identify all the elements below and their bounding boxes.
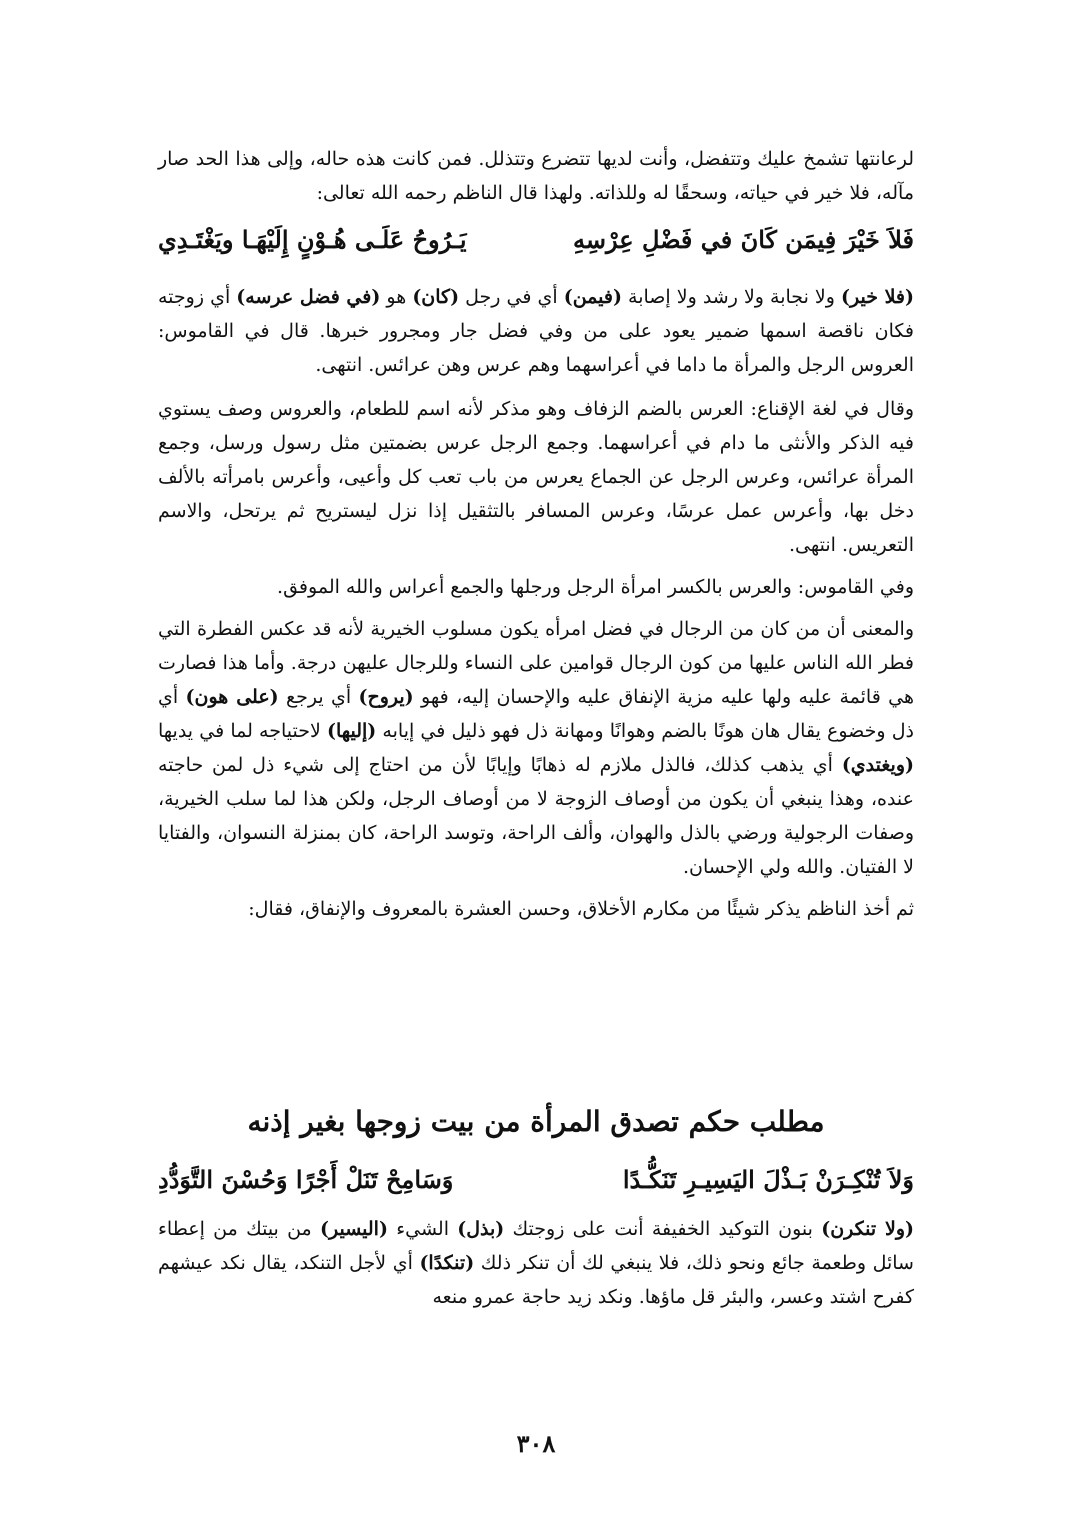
term: (كان): [412, 286, 460, 308]
commentary-paragraph-4: [158, 612, 914, 884]
term: (ويغتدي): [841, 754, 914, 776]
text-run: بنون التوكيد الخفيفة أنت على زوجتك: [504, 1218, 822, 1240]
text-run: لاحتياجه لما في يديها: [158, 720, 327, 742]
text-run: والمعنى أن من كان من الرجال في فضل امرأه يكون مسلوب الخيرية لأنه قد عكس الفطرة التي فطر الله الناس عليها من كون الرجال قوامين على النساء وللرجال عليهن درجة. وأما هذا فصارت هي قائمة عليه ولها عليه مزية الإنفاق عليه والإحسان إليه، فهو: [158, 618, 914, 708]
commentary-2: [158, 1212, 914, 1314]
intro-paragraph: [158, 142, 914, 210]
term: (اليسير): [319, 1218, 388, 1240]
commentary-paragraph-2: وقال في لغة الإقناع: العرس بالضم الزفاف وهو مذكر لأنه اسم للطعام، والعروس وصف يستوي فيه الذكر والأنثى ما دام في أعراسهما. وجمع الرجل عرس بضمتين مثل رسول ورسل، وجمع المرأة عرائس، وعرس الرجل عن الجماع يعرس من باب تعب كل وأعيى، وأعرس بامرأته بالألف دخل بها، وأعرس عمل عرسًا، وعرس المسافر بالتثقيل إذا نزل ليستريح ثم يرتحل، والاسم التعريس. انتهى.: [158, 398, 914, 556]
verse-1-first-hemistich: فَلاَ خَيْرَ فِيمَن كَانَ في فَضْلِ عِرْسِهِ: [573, 225, 914, 254]
text-run: من بيتك من إعطاء سائل وطعمة جائع ونحو ذلك، فلا ينبغي لك أن تنكر ذلك: [158, 1218, 914, 1274]
text-run: أي ذل وخضوع يقال هان هونًا بالضم وهوانًا ومهانة ذل فهو ذليل في إيابه: [158, 686, 914, 742]
section-heading: مطلب حكم تصدق المرأة من بيت زوجها بغير إذنه: [247, 1105, 825, 1138]
term: (في فضل عرسه): [236, 286, 381, 308]
commentary-2-paragraph: [158, 1212, 914, 1314]
poem-verse-2: [158, 1160, 914, 1200]
text-run: أي يرجع: [278, 686, 359, 708]
text-run: أي يذهب كذلك، فالذل ملازم له ذهابًا وإيابًا لأن من احتاج إلى شيء ذل لمن حاجته عنده، وهذا ينبغي أن يكون من أوصاف الزوجة لا من أوصاف الرجل، ولكن هذا لما سلب الخيرية، وصفات الرجولية ورضي بالذل والهوان، وألف الراحة، وتوسد الراحة، كان بمنزلة النسوان، والفتايا لا الفتيان. والله ولي الإحسان.: [158, 754, 914, 878]
term: (فلا خير): [841, 286, 914, 308]
commentary-paragraph-1: [158, 280, 914, 382]
term: (على هون): [185, 686, 279, 708]
text-run: أي في رجل: [459, 286, 564, 308]
poem-verse-1: [158, 220, 914, 260]
term: (فيمن): [563, 286, 622, 308]
verse-2-second-hemistich: وَسَامِحْ تَنَلْ أَجْرًا وَحُسْنَ التَّوَدُّدِ: [158, 1165, 454, 1194]
text-run: أي لأجل التنكد، يقال نكد عيشهم كفرح اشتد وعسر، والبئر قل ماؤها. ونكد زيد حاجة عمرو منعه: [158, 1252, 914, 1308]
term: (تنكدًا): [419, 1252, 475, 1274]
commentary-paragraph-3: وفي القاموس: والعرس بالكسر امرأة الرجل ورجلها والجمع أعراس والله الموفق.: [277, 576, 914, 598]
verse-1-second-hemistich: يَـرُوحُ عَلَـى هُـوْنٍ إِلَيْهَـا ويَغْتَـدِي: [158, 225, 467, 254]
verse-2-first-hemistich: وَلاَ تُنْكِـرَنْ بَـذْلَ اليَسِيـرِ تَنَكُّـدًا: [622, 1165, 914, 1194]
term: (ولا تنكرن): [821, 1218, 914, 1240]
term: (إليها): [326, 720, 377, 742]
term: (بذل): [457, 1218, 505, 1240]
intro-text: لرعانتها تشمخ عليك وتتفضل، وأنت لديها تتضرع وتتذلل. فمن كانت هذه حاله، وإلى هذا الحد صار مآله، فلا خير في حياته، وسحقًا له وللذاته. ولهذا قال الناظم رحمه الله تعالى:: [158, 148, 914, 204]
text-run: هو: [380, 286, 413, 308]
commentary-paragraph-5: ثم أخذ الناظم يذكر شيئًا من مكارم الأخلاق، وحسن العشرة بالمعروف والإنفاق، فقال:: [248, 898, 914, 920]
text-run: الشيء: [387, 1218, 458, 1240]
commentary-1: [158, 280, 914, 926]
term: (يروح): [358, 686, 414, 708]
text-run: ولا نجابة ولا رشد ولا إصابة: [621, 286, 841, 308]
text-run: أي زوجته فكان ناقصة اسمها ضمير يعود على من وفي فضل جار ومجرور خبرها. قال في القاموس: العروس الرجل والمرأة ما داما في أعراسهما وهم عرس وهن عرائس. انتهى.: [158, 286, 914, 376]
page-number: ٣٠٨: [516, 1429, 556, 1458]
